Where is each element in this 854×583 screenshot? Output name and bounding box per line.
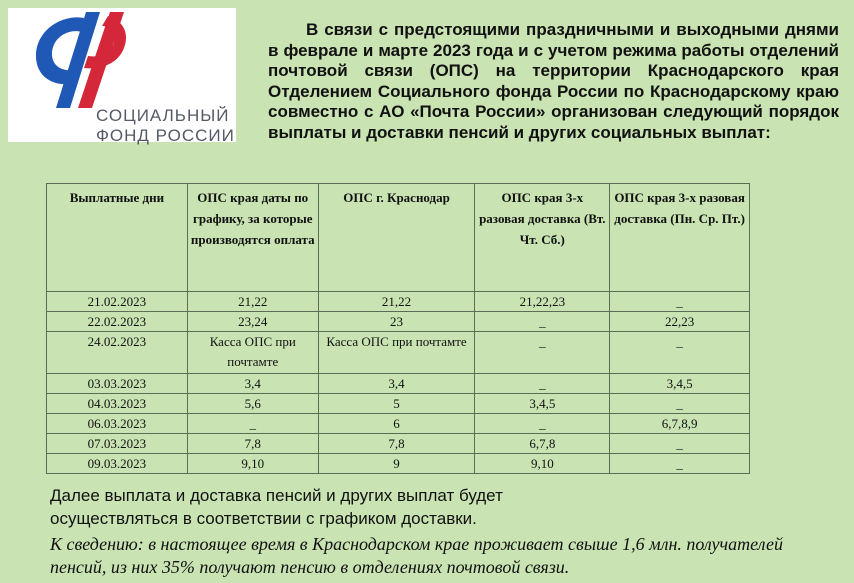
cell-date: 04.03.2023 [47, 394, 188, 414]
table-row [47, 394, 750, 414]
cell-ops-region: Касса ОПС при почтамте [187, 332, 318, 374]
table-row [47, 332, 750, 374]
header-delivery-mon-wed-fri: ОПС края 3-х разовая доставка (Пн. Ср. Пт.) [610, 184, 750, 292]
cell-ops-region: _ [187, 414, 318, 434]
footer-note: Далее выплата и доставка пенсий и других выплат будет осуществляться в соответствии с графиком доставки. [50, 486, 503, 528]
cell-delivery-tts: 3,4,5 [475, 394, 610, 414]
table-row [47, 454, 750, 474]
table-row [47, 434, 750, 454]
intro-paragraph: В связи с предстоящими праздничными и выходными днями в феврале и марте 2023 года и с учетом режима работы отделений почтовой связи (ОПС) на территории Краснодарского края Отделением Социального фонда России по Краснодарскому краю совместно с АО «Почта России» организован следующий порядок выплаты и доставки пенсий и других социальных выплат: [268, 20, 839, 142]
logo-line2: ФОНД РОССИИ [96, 126, 235, 145]
cell-ops-krasnodar: 6 [318, 414, 475, 434]
cell-delivery-tts: 6,7,8 [475, 434, 610, 454]
cell-ops-krasnodar: Касса ОПС при почтамте [318, 332, 475, 374]
cell-delivery-tts: _ [475, 414, 610, 434]
cell-ops-region: 5,6 [187, 394, 318, 414]
logo-line1: СОЦИАЛЬНЫЙ [96, 106, 230, 125]
cell-delivery-mwf: _ [610, 454, 750, 474]
cell-date: 06.03.2023 [47, 414, 188, 434]
table-row [47, 292, 750, 312]
cell-delivery-tts: 21,22,23 [475, 292, 610, 312]
cell-date: 03.03.2023 [47, 374, 188, 394]
cell-ops-region: 23,24 [187, 312, 318, 332]
table-row [47, 312, 750, 332]
cell-ops-region: 3,4 [187, 374, 318, 394]
cell-ops-krasnodar: 9 [318, 454, 475, 474]
header-payment-days: Выплатные дни [47, 184, 188, 292]
table-header-row [47, 184, 750, 292]
cell-delivery-tts: _ [475, 374, 610, 394]
cell-delivery-mwf: 3,4,5 [610, 374, 750, 394]
cell-ops-region: 21,22 [187, 292, 318, 312]
cell-delivery-mwf: 22,23 [610, 312, 750, 332]
sfr-emblem-icon [26, 8, 136, 108]
header-ops-region-dates: ОПС края даты по графику, за которые производятся оплата [187, 184, 318, 292]
footer-info: К сведению: в настоящее время в Краснодарском крае проживает свыше 1,6 млн. получателей пенсий, из них 35% получают пенсию в отделениях почтовой связи. [50, 534, 783, 577]
cell-delivery-mwf: _ [610, 332, 750, 374]
cell-ops-krasnodar: 3,4 [318, 374, 475, 394]
cell-delivery-tts: _ [475, 312, 610, 332]
cell-delivery-mwf: _ [610, 394, 750, 414]
cell-ops-krasnodar: 23 [318, 312, 475, 332]
cell-date: 07.03.2023 [47, 434, 188, 454]
cell-ops-krasnodar: 7,8 [318, 434, 475, 454]
cell-date: 09.03.2023 [47, 454, 188, 474]
schedule-table [46, 183, 750, 474]
cell-delivery-mwf: _ [610, 434, 750, 454]
cell-delivery-mwf: _ [610, 292, 750, 312]
cell-delivery-tts: 9,10 [475, 454, 610, 474]
cell-ops-krasnodar: 5 [318, 394, 475, 414]
table-row [47, 374, 750, 394]
header-ops-krasnodar: ОПС г. Краснодар [318, 184, 475, 292]
cell-delivery-tts: _ [475, 332, 610, 374]
cell-ops-krasnodar: 21,22 [318, 292, 475, 312]
cell-delivery-mwf: 6,7,8,9 [610, 414, 750, 434]
cell-ops-region: 7,8 [187, 434, 318, 454]
header-delivery-tue-thu-sat: ОПС края 3-х разовая доставка (Вт. Чт. Сб.) [475, 184, 610, 292]
cell-date: 22.02.2023 [47, 312, 188, 332]
cell-ops-region: 9,10 [187, 454, 318, 474]
table-row [47, 414, 750, 434]
cell-date: 24.02.2023 [47, 332, 188, 374]
cell-date: 21.02.2023 [47, 292, 188, 312]
logo [8, 8, 236, 145]
